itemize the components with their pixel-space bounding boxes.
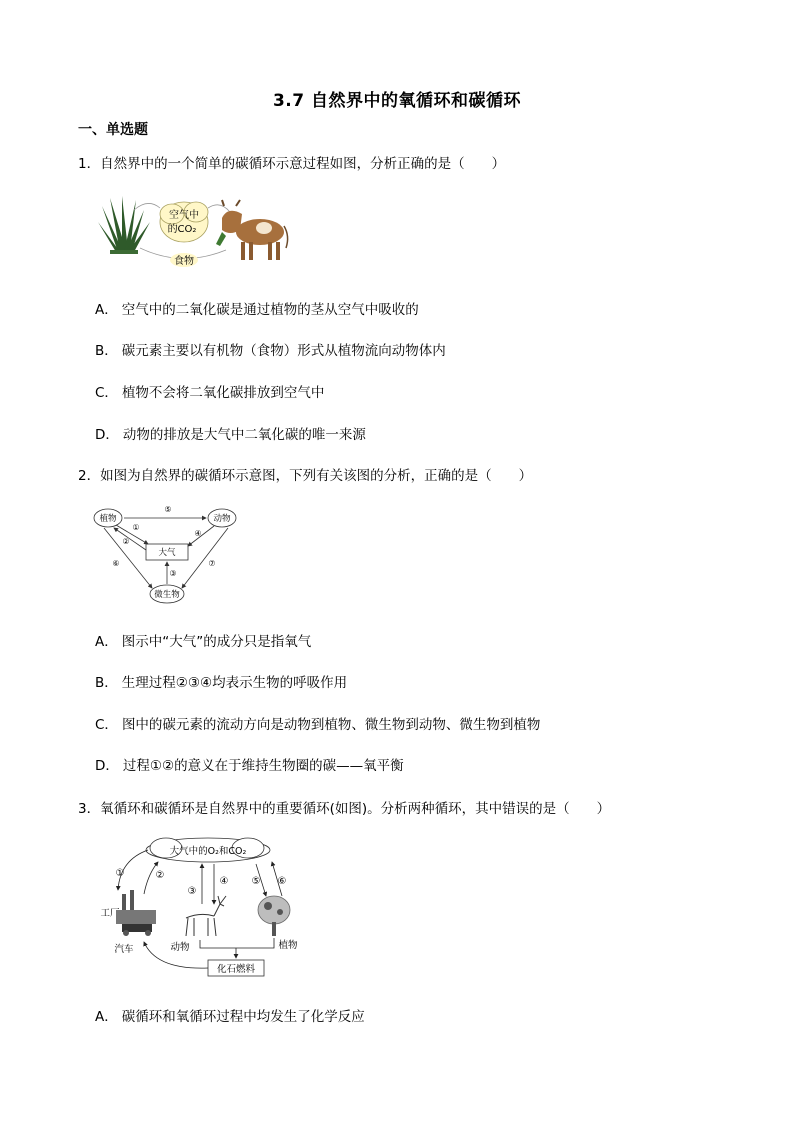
question-number: 3．	[78, 801, 101, 817]
microbe-label: 微生物	[154, 590, 180, 600]
arrow-animal-to-cloud	[208, 205, 230, 212]
mark-5: ⑤	[251, 876, 261, 887]
q3-option-a[interactable]	[95, 1005, 365, 1025]
arrow-cloud-to-grass	[134, 203, 160, 210]
food-label: 食物	[174, 256, 194, 267]
option-letter: D．	[95, 758, 119, 774]
mark-6: ⑥	[112, 559, 120, 568]
animal-label: 动物	[170, 942, 190, 953]
cloud-shape	[160, 202, 208, 242]
mark-2: ②	[122, 537, 130, 546]
option-letter: B．	[95, 343, 118, 359]
question-text: 氧循环和碳循环是自然界中的重要循环(如图)。分析两种循环，其中错误的是（ ）	[100, 801, 611, 817]
mark-2: ②	[155, 870, 165, 881]
option-text: 植物不会将二氧化碳排放到空气中	[121, 385, 325, 401]
option-letter: A．	[95, 1009, 118, 1025]
option-text: 图中的碳元素的流动方向是动物到植物、微生物到动物、微生物到植物	[121, 717, 541, 733]
mark-3: ③	[187, 886, 197, 897]
question-text: 如图为自然界的碳循环示意图，下列有关该图的分析，正确的是（ ）	[100, 468, 533, 484]
question-text: 自然界中的一个简单的碳循环示意过程如图，分析正确的是（ ）	[100, 156, 506, 172]
option-text: 过程①②的意义在于维持生物圈的碳——氧平衡	[122, 758, 404, 774]
option-letter: A．	[95, 302, 118, 318]
question-2-stem	[78, 464, 532, 484]
mark-4: ④	[194, 529, 202, 538]
option-text: 图示中“大气”的成分只是指氧气	[121, 634, 312, 650]
arrow-7	[182, 528, 228, 588]
question-number: 1．	[78, 156, 101, 172]
mark-1: ①	[115, 868, 125, 879]
car-label: 汽车	[114, 944, 134, 955]
q1-option-d[interactable]	[95, 423, 366, 443]
mark-7: ⑦	[208, 559, 216, 568]
q1-option-a[interactable]	[95, 298, 419, 318]
option-text: 空气中的二氧化碳是通过植物的茎从空气中吸收的	[121, 302, 419, 318]
mark-1: ①	[132, 523, 140, 532]
atmosphere-label: 大气	[158, 548, 176, 558]
tree-image	[258, 896, 290, 936]
q2-option-b[interactable]	[95, 671, 347, 691]
mark-3: ③	[169, 569, 177, 578]
question-number: 2．	[78, 468, 101, 484]
question-3-stem	[78, 797, 610, 817]
deer-image	[186, 896, 226, 936]
line-to-fossil-fuel	[200, 938, 274, 948]
option-text: 碳元素主要以有机物（食物）形式从植物流向动物体内	[121, 343, 446, 359]
mark-4: ④	[219, 876, 229, 887]
section-heading: 一、单选题	[78, 122, 148, 138]
q2-option-c[interactable]	[95, 713, 540, 733]
option-letter: C．	[95, 717, 118, 733]
q2-option-d[interactable]	[95, 754, 404, 774]
question-1-stem	[78, 152, 505, 172]
animal-label: 动物	[213, 514, 231, 524]
option-text: 动物的排放是大气中二氧化碳的唯一来源	[122, 427, 366, 443]
factory-label: 工厂	[100, 908, 120, 919]
option-letter: B．	[95, 675, 118, 691]
cloud-label-line1: 空气中	[169, 210, 199, 221]
q3-oxygen-carbon-cycle-figure	[96, 832, 316, 982]
option-letter: C．	[95, 385, 118, 401]
q1-option-c[interactable]	[95, 381, 324, 401]
plant-label: 植物	[278, 940, 298, 951]
cloud-label-line2: 的CO₂	[167, 224, 197, 235]
option-letter: A．	[95, 634, 118, 650]
plant-label: 植物	[99, 514, 117, 524]
mark-6: ⑥	[277, 876, 287, 887]
option-letter: D．	[95, 427, 119, 443]
page-title: 3.7 自然界中的氧循环和碳循环	[272, 91, 522, 111]
q1-carbon-cycle-figure	[96, 192, 292, 274]
fossil-fuel-label: 化石燃料	[216, 964, 256, 975]
factory-car-image	[116, 890, 156, 936]
mark-5: ⑤	[164, 505, 172, 514]
q1-option-b[interactable]	[95, 339, 446, 359]
q2-carbon-cycle-figure	[92, 500, 248, 610]
cloud-label: 大气中的O₂和CO₂	[169, 846, 247, 857]
option-text: 碳循环和氧循环过程中均发生了化学反应	[121, 1009, 365, 1025]
q2-option-a[interactable]	[95, 630, 311, 650]
option-text: 生理过程②③④均表示生物的呼吸作用	[121, 675, 348, 691]
